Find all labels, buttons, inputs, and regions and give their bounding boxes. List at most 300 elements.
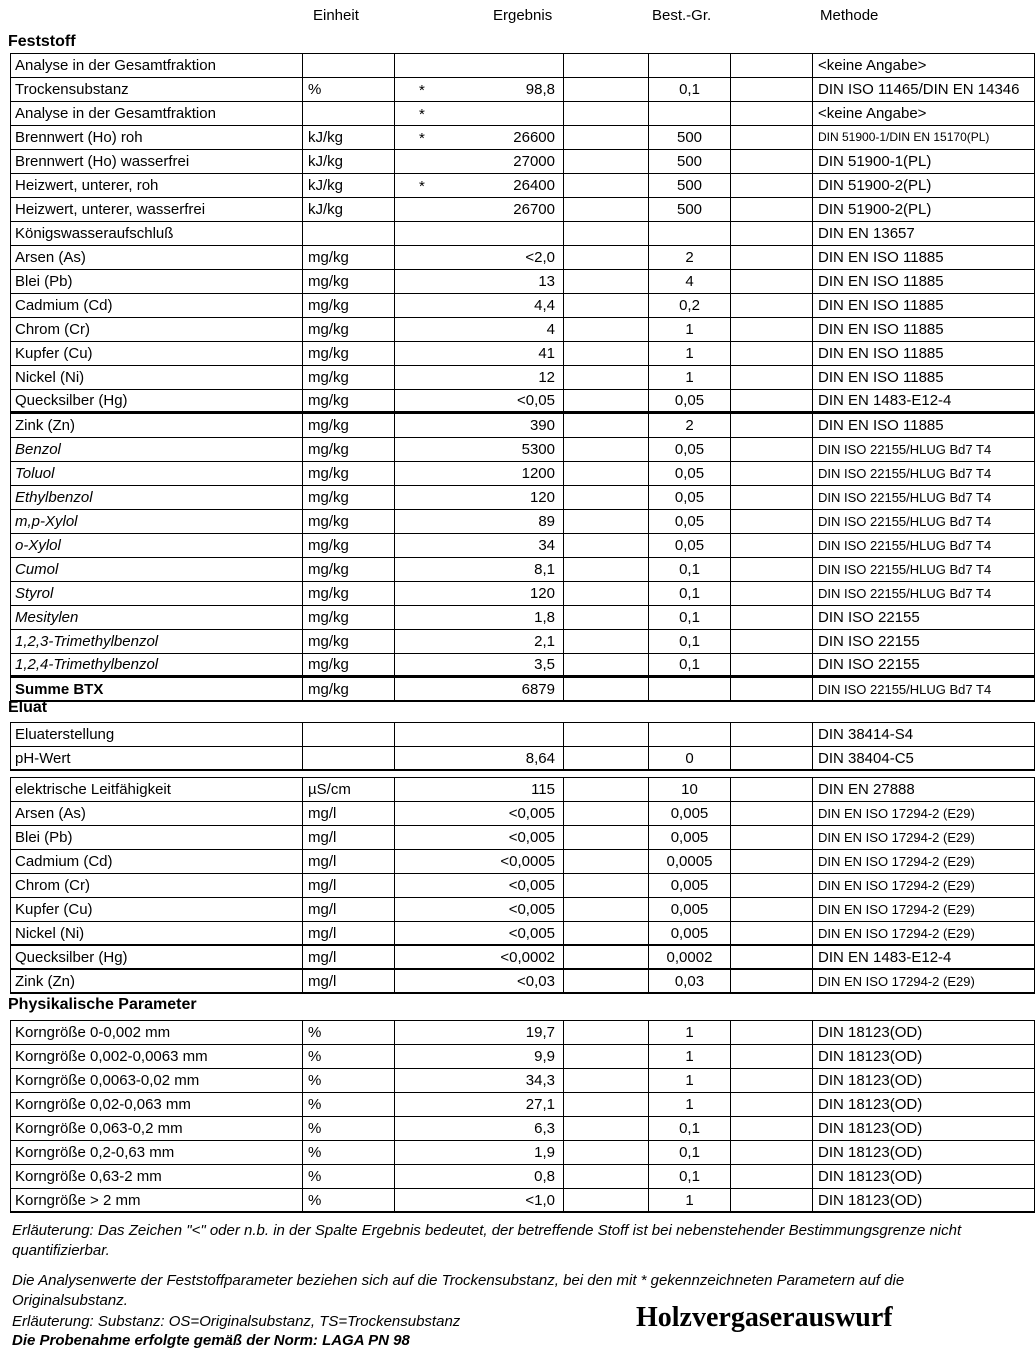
spacer-cell: [564, 342, 649, 365]
parameter-name-cell: Korngröße 0,63-2 mm: [11, 1165, 303, 1188]
result-value: 12: [538, 369, 555, 386]
result-cell: [395, 1117, 564, 1140]
detection-limit-cell: 0,05: [649, 462, 731, 485]
spacer-cell: [731, 414, 813, 437]
spacer-cell: [731, 534, 813, 557]
result-value: 89: [538, 513, 555, 530]
method-cell: DIN EN ISO 17294-2 (E29): [818, 806, 975, 821]
result-cell: [395, 318, 564, 341]
method-cell: DIN EN ISO 11885: [818, 369, 944, 386]
parameter-name-cell: Königswasseraufschluß: [11, 222, 303, 245]
spacer-cell: [731, 318, 813, 341]
spacer-cell: [564, 747, 649, 769]
detection-limit-cell: 10: [649, 778, 731, 801]
spacer-cell: [731, 678, 813, 700]
unit-cell: mg/kg: [303, 294, 395, 317]
detection-limit-cell: 0,05: [649, 534, 731, 557]
unit-cell: [303, 102, 395, 125]
unit-cell: mg/kg: [303, 318, 395, 341]
method-cell: DIN ISO 22155/HLUG Bd7 T4: [818, 514, 992, 529]
method-cell: DIN EN ISO 11885: [818, 273, 944, 290]
table-row: [11, 366, 1034, 390]
unit-cell: %: [303, 1045, 395, 1068]
spacer-cell: [564, 54, 649, 77]
detection-limit-cell: 500: [649, 126, 731, 149]
result-value: 26700: [513, 201, 555, 218]
result-value: 3,5: [534, 656, 555, 673]
parameter-name-cell: Blei (Pb): [11, 270, 303, 293]
spacer-cell: [564, 778, 649, 801]
result-value: 4,4: [534, 297, 555, 314]
parameter-name-cell: Cadmium (Cd): [11, 294, 303, 317]
detection-limit-cell: 0,1: [649, 654, 731, 675]
spacer-cell: [564, 102, 649, 125]
result-cell: [395, 1165, 564, 1188]
spacer-cell: [564, 366, 649, 389]
spacer-cell: [564, 126, 649, 149]
spacer-cell: [731, 150, 813, 173]
result-cell: [395, 342, 564, 365]
parameter-name-cell: Analyse in der Gesamtfraktion: [11, 54, 303, 77]
spacer-cell: [564, 438, 649, 461]
method-cell: DIN 38404-C5: [818, 749, 914, 767]
unit-cell: %: [303, 1069, 395, 1092]
detection-limit-cell: 0: [649, 747, 731, 769]
result-cell: [395, 1189, 564, 1211]
parameter-name-cell: Toluol: [11, 462, 303, 485]
physikalische-parameter-table: [10, 1020, 1035, 1213]
table-row: [11, 582, 1034, 606]
table-row: [11, 1165, 1034, 1189]
column-header-bestimmungsgrenze: Best.-Gr.: [652, 7, 712, 24]
parameter-name-cell: pH-Wert: [11, 747, 303, 769]
table-row: [11, 126, 1034, 150]
table-row: [11, 678, 1034, 702]
result-value: 5300: [521, 441, 555, 458]
method-cell: DIN 18123(OD): [818, 1168, 923, 1185]
method-cell: DIN 18123(OD): [818, 1096, 923, 1113]
table-row: [11, 826, 1034, 850]
result-cell: [395, 922, 564, 944]
result-value: <0,0002: [500, 948, 555, 966]
detection-limit-cell: 0,05: [649, 390, 731, 411]
result-value: <0,05: [517, 392, 555, 409]
unit-cell: [303, 723, 395, 746]
parameter-name-cell: Ethylbenzol: [11, 486, 303, 509]
spacer-cell: [731, 1141, 813, 1164]
parameter-name-cell: Korngröße 0,2-0,63 mm: [11, 1141, 303, 1164]
table-row: [11, 898, 1034, 922]
parameter-name-cell: Quecksilber (Hg): [11, 946, 303, 968]
method-cell: DIN ISO 22155: [818, 609, 920, 626]
result-value: 9,9: [534, 1048, 555, 1065]
detection-limit-cell: [649, 678, 731, 700]
spacer-cell: [564, 1117, 649, 1140]
table-row: [11, 723, 1034, 747]
spacer-cell: [731, 1189, 813, 1211]
parameter-name-cell: m,p-Xylol: [11, 510, 303, 533]
unit-cell: mg/l: [303, 802, 395, 825]
table-row: [11, 654, 1034, 678]
spacer-cell: [564, 318, 649, 341]
unit-cell: %: [303, 1165, 395, 1188]
result-value: 13: [538, 273, 555, 290]
footnote-dry-substance: Die Analysenwerte der Feststoffparameter beziehen sich auf die Trockensubstanz, bei den mit * gekennzeichneten Parametern auf die Originalsubstanz.: [12, 1272, 905, 1309]
method-cell: DIN EN ISO 17294-2 (E29): [818, 902, 975, 917]
detection-limit-cell: 0,005: [649, 826, 731, 849]
parameter-name-cell: Korngröße 0,063-0,2 mm: [11, 1117, 303, 1140]
parameter-name-cell: Analyse in der Gesamtfraktion: [11, 102, 303, 125]
result-value: 120: [529, 585, 555, 602]
spacer-cell: [731, 438, 813, 461]
method-cell: DIN 18123(OD): [818, 1024, 923, 1041]
unit-cell: %: [303, 1141, 395, 1164]
spacer-cell: [564, 1165, 649, 1188]
method-cell: DIN EN ISO 11885: [818, 417, 944, 434]
table-row: [11, 150, 1034, 174]
original-substance-asterisk: *: [419, 130, 425, 147]
result-value: 6,3: [534, 1120, 555, 1137]
result-cell: [395, 778, 564, 801]
result-cell: [395, 102, 564, 125]
spacer-cell: [731, 486, 813, 509]
detection-limit-cell: 0,1: [649, 630, 731, 653]
table-row: [11, 390, 1034, 414]
spacer-cell: [564, 874, 649, 897]
method-cell: <keine Angabe>: [818, 105, 927, 122]
spacer-cell: [564, 1045, 649, 1068]
unit-cell: %: [303, 1189, 395, 1211]
spacer-cell: [731, 802, 813, 825]
method-cell: DIN EN ISO 17294-2 (E29): [818, 925, 975, 941]
unit-cell: [303, 54, 395, 77]
method-cell: DIN ISO 22155/HLUG Bd7 T4: [818, 586, 992, 601]
result-value: 27,1: [525, 1096, 555, 1113]
method-cell: DIN EN 1483-E12-4: [818, 948, 952, 966]
detection-limit-cell: 2: [649, 414, 731, 437]
parameter-name-cell: Korngröße 0,02-0,063 mm: [11, 1093, 303, 1116]
table-row: [11, 534, 1034, 558]
detection-limit-cell: 0,005: [649, 898, 731, 921]
result-cell: [395, 414, 564, 437]
unit-cell: kJ/kg: [303, 150, 395, 173]
result-cell: [395, 970, 564, 992]
method-cell: DIN ISO 22155/HLUG Bd7 T4: [818, 466, 992, 481]
spacer-cell: [564, 922, 649, 944]
feststoff-results-table: [10, 53, 1035, 702]
detection-limit-cell: 1: [649, 1069, 731, 1092]
unit-cell: mg/l: [303, 970, 395, 992]
result-value: <0,005: [508, 901, 555, 918]
result-value: 4: [546, 321, 555, 338]
unit-cell: mg/kg: [303, 630, 395, 653]
result-value: 34: [538, 537, 555, 554]
result-cell: [395, 150, 564, 173]
result-cell: [395, 198, 564, 221]
detection-limit-cell: 1: [649, 318, 731, 341]
spacer-cell: [564, 802, 649, 825]
unit-cell: mg/kg: [303, 582, 395, 605]
parameter-name-cell: 1,2,4-Trimethylbenzol: [11, 654, 303, 675]
detection-limit-cell: 0,05: [649, 510, 731, 533]
parameter-name-cell: Eluaterstellung: [11, 723, 303, 746]
unit-cell: kJ/kg: [303, 174, 395, 197]
method-cell: DIN EN ISO 17294-2 (E29): [818, 830, 975, 845]
table-row: [11, 294, 1034, 318]
table-row: [11, 318, 1034, 342]
result-cell: [395, 534, 564, 557]
method-cell: DIN ISO 22155: [818, 633, 920, 650]
unit-cell: mg/l: [303, 922, 395, 944]
original-substance-asterisk: *: [419, 178, 425, 195]
spacer-cell: [564, 294, 649, 317]
spacer-cell: [564, 826, 649, 849]
method-cell: DIN 18123(OD): [818, 1072, 923, 1089]
spacer-cell: [564, 723, 649, 746]
parameter-name-cell: Summe BTX: [11, 678, 303, 700]
detection-limit-cell: 0,1: [649, 558, 731, 581]
parameter-name-cell: Korngröße 0,0063-0,02 mm: [11, 1069, 303, 1092]
unit-cell: mg/l: [303, 898, 395, 921]
spacer-cell: [731, 270, 813, 293]
method-cell: DIN ISO 22155: [818, 656, 920, 673]
table-row: [11, 874, 1034, 898]
table-row: [11, 922, 1034, 946]
detection-limit-cell: 0,0002: [649, 946, 731, 968]
spacer-cell: [564, 1093, 649, 1116]
method-cell: DIN EN 1483-E12-4: [818, 392, 952, 409]
result-cell: [395, 1093, 564, 1116]
detection-limit-cell: 4: [649, 270, 731, 293]
spacer-cell: [731, 826, 813, 849]
table-row: [11, 850, 1034, 874]
spacer-cell: [564, 462, 649, 485]
result-value: 98,8: [525, 81, 555, 98]
column-header-ergebnis: Ergebnis: [493, 7, 553, 24]
result-value: 26600: [513, 129, 555, 146]
detection-limit-cell: 500: [649, 150, 731, 173]
spacer-cell: [731, 747, 813, 769]
footnote-detection-limit: Erläuterung: Das Zeichen "<" oder n.b. in der Spalte Ergebnis bedeutet, der betreffende Stoff ist bei nebenstehender Bestimmungsgrenze nicht quantifizierbar.: [12, 1222, 962, 1259]
eluat-results-table: [10, 777, 1035, 994]
section-heading-feststoff: Feststoff: [8, 33, 76, 50]
method-cell: DIN ISO 22155/HLUG Bd7 T4: [818, 442, 992, 457]
method-cell: DIN 18123(OD): [818, 1191, 923, 1209]
result-cell: [395, 222, 564, 245]
unit-cell: kJ/kg: [303, 126, 395, 149]
parameter-name-cell: Brennwert (Ho) roh: [11, 126, 303, 149]
spacer-cell: [731, 54, 813, 77]
method-cell: DIN ISO 22155/HLUG Bd7 T4: [818, 681, 992, 697]
result-value: <0,005: [508, 829, 555, 846]
method-cell: DIN ISO 22155/HLUG Bd7 T4: [818, 538, 992, 553]
table-row: [11, 1021, 1034, 1045]
spacer-cell: [731, 174, 813, 197]
method-cell: DIN EN ISO 11885: [818, 297, 944, 314]
parameter-name-cell: Cumol: [11, 558, 303, 581]
table-row: [11, 1045, 1034, 1069]
result-value: 1,8: [534, 609, 555, 626]
table-row: [11, 510, 1034, 534]
parameter-name-cell: Blei (Pb): [11, 826, 303, 849]
result-cell: [395, 126, 564, 149]
parameter-name-cell: Kupfer (Cu): [11, 342, 303, 365]
footnote-substance-abbreviations: Erläuterung: Substanz: OS=Originalsubstanz, TS=Trockensubstanz: [12, 1313, 461, 1330]
detection-limit-cell: 1: [649, 1189, 731, 1211]
parameter-name-cell: Chrom (Cr): [11, 318, 303, 341]
unit-cell: mg/kg: [303, 246, 395, 269]
unit-cell: mg/kg: [303, 390, 395, 411]
unit-cell: [303, 747, 395, 769]
spacer-cell: [564, 558, 649, 581]
unit-cell: mg/kg: [303, 414, 395, 437]
spacer-cell: [564, 678, 649, 700]
spacer-cell: [731, 390, 813, 411]
table-row: [11, 946, 1034, 970]
method-cell: DIN ISO 11465/DIN EN 14346: [818, 81, 1020, 98]
eluat-preparation-table: [10, 722, 1035, 771]
parameter-name-cell: Nickel (Ni): [11, 922, 303, 944]
result-cell: [395, 54, 564, 77]
result-cell: [395, 630, 564, 653]
method-cell: DIN EN ISO 17294-2 (E29): [818, 878, 975, 893]
detection-limit-cell: 0,05: [649, 438, 731, 461]
result-cell: [395, 174, 564, 197]
table-row: [11, 78, 1034, 102]
table-row: [11, 198, 1034, 222]
result-value: 0,8: [534, 1168, 555, 1185]
result-cell: [395, 558, 564, 581]
unit-cell: mg/kg: [303, 462, 395, 485]
result-value: 1,9: [534, 1144, 555, 1161]
spacer-cell: [731, 1117, 813, 1140]
parameter-name-cell: Heizwert, unterer, roh: [11, 174, 303, 197]
result-cell: [395, 723, 564, 746]
spacer-cell: [564, 510, 649, 533]
detection-limit-cell: 0,2: [649, 294, 731, 317]
detection-limit-cell: 1: [649, 1021, 731, 1044]
detection-limit-cell: 0,1: [649, 1165, 731, 1188]
spacer-cell: [564, 174, 649, 197]
unit-cell: mg/kg: [303, 438, 395, 461]
result-value: 120: [529, 489, 555, 506]
table-row: [11, 438, 1034, 462]
parameter-name-cell: Arsen (As): [11, 802, 303, 825]
result-cell: [395, 1069, 564, 1092]
detection-limit-cell: 0,1: [649, 582, 731, 605]
section-heading-eluat: Eluat: [8, 699, 48, 716]
result-cell: [395, 510, 564, 533]
spacer-cell: [564, 78, 649, 101]
unit-cell: mg/l: [303, 850, 395, 873]
result-cell: [395, 438, 564, 461]
detection-limit-cell: [649, 54, 731, 77]
parameter-name-cell: Nickel (Ni): [11, 366, 303, 389]
spacer-cell: [731, 898, 813, 921]
table-row: [11, 630, 1034, 654]
result-cell: [395, 606, 564, 629]
result-value: 19,7: [525, 1024, 555, 1041]
detection-limit-cell: 0,1: [649, 78, 731, 101]
table-row: [11, 342, 1034, 366]
unit-cell: mg/l: [303, 826, 395, 849]
method-cell: DIN 18123(OD): [818, 1144, 923, 1161]
unit-cell: mg/kg: [303, 678, 395, 700]
parameter-name-cell: Mesitylen: [11, 606, 303, 629]
unit-cell: %: [303, 78, 395, 101]
result-cell: [395, 366, 564, 389]
spacer-cell: [564, 390, 649, 411]
result-cell: [395, 946, 564, 968]
spacer-cell: [731, 874, 813, 897]
spacer-cell: [564, 630, 649, 653]
spacer-cell: [564, 946, 649, 968]
spacer-cell: [731, 970, 813, 992]
spacer-cell: [564, 198, 649, 221]
spacer-cell: [731, 606, 813, 629]
result-cell: [395, 874, 564, 897]
parameter-name-cell: Korngröße 0,002-0,0063 mm: [11, 1045, 303, 1068]
result-cell: [395, 462, 564, 485]
spacer-cell: [564, 1189, 649, 1211]
result-cell: [395, 850, 564, 873]
detection-limit-cell: 0,1: [649, 606, 731, 629]
result-value: <0,0005: [500, 853, 555, 870]
spacer-cell: [564, 150, 649, 173]
parameter-name-cell: elektrische Leitfähigkeit: [11, 778, 303, 801]
column-header-einheit: Einheit: [313, 7, 359, 24]
detection-limit-cell: 0,005: [649, 802, 731, 825]
spacer-cell: [731, 294, 813, 317]
detection-limit-cell: 0,05: [649, 486, 731, 509]
result-cell: [395, 802, 564, 825]
spacer-cell: [731, 78, 813, 101]
parameter-name-cell: Zink (Zn): [11, 970, 303, 992]
spacer-cell: [731, 946, 813, 968]
spacer-cell: [564, 1069, 649, 1092]
spacer-cell: [564, 850, 649, 873]
table-row: [11, 1117, 1034, 1141]
spacer-cell: [564, 582, 649, 605]
detection-limit-cell: 1: [649, 366, 731, 389]
detection-limit-cell: 500: [649, 198, 731, 221]
method-cell: DIN 51900-1/DIN EN 15170(PL): [818, 130, 990, 144]
method-cell: DIN EN ISO 11885: [818, 345, 944, 362]
result-value: 115: [531, 781, 555, 798]
result-cell: [395, 294, 564, 317]
unit-cell: %: [303, 1117, 395, 1140]
result-value: 8,1: [534, 561, 555, 578]
result-cell: [395, 1021, 564, 1044]
parameter-name-cell: Korngröße > 2 mm: [11, 1189, 303, 1211]
detection-limit-cell: [649, 222, 731, 245]
spacer-cell: [731, 1045, 813, 1068]
unit-cell: mg/kg: [303, 558, 395, 581]
method-cell: DIN EN 27888: [818, 781, 915, 798]
spacer-cell: [731, 630, 813, 653]
parameter-name-cell: Quecksilber (Hg): [11, 390, 303, 411]
table-row: [11, 802, 1034, 826]
result-cell: [395, 1045, 564, 1068]
spacer-cell: [564, 1021, 649, 1044]
spacer-cell: [731, 1069, 813, 1092]
parameter-name-cell: 1,2,3-Trimethylbenzol: [11, 630, 303, 653]
unit-cell: mg/kg: [303, 534, 395, 557]
parameter-name-cell: Trockensubstanz: [11, 78, 303, 101]
result-value: 1200: [521, 465, 555, 482]
spacer-cell: [731, 222, 813, 245]
table-row: [11, 1069, 1034, 1093]
